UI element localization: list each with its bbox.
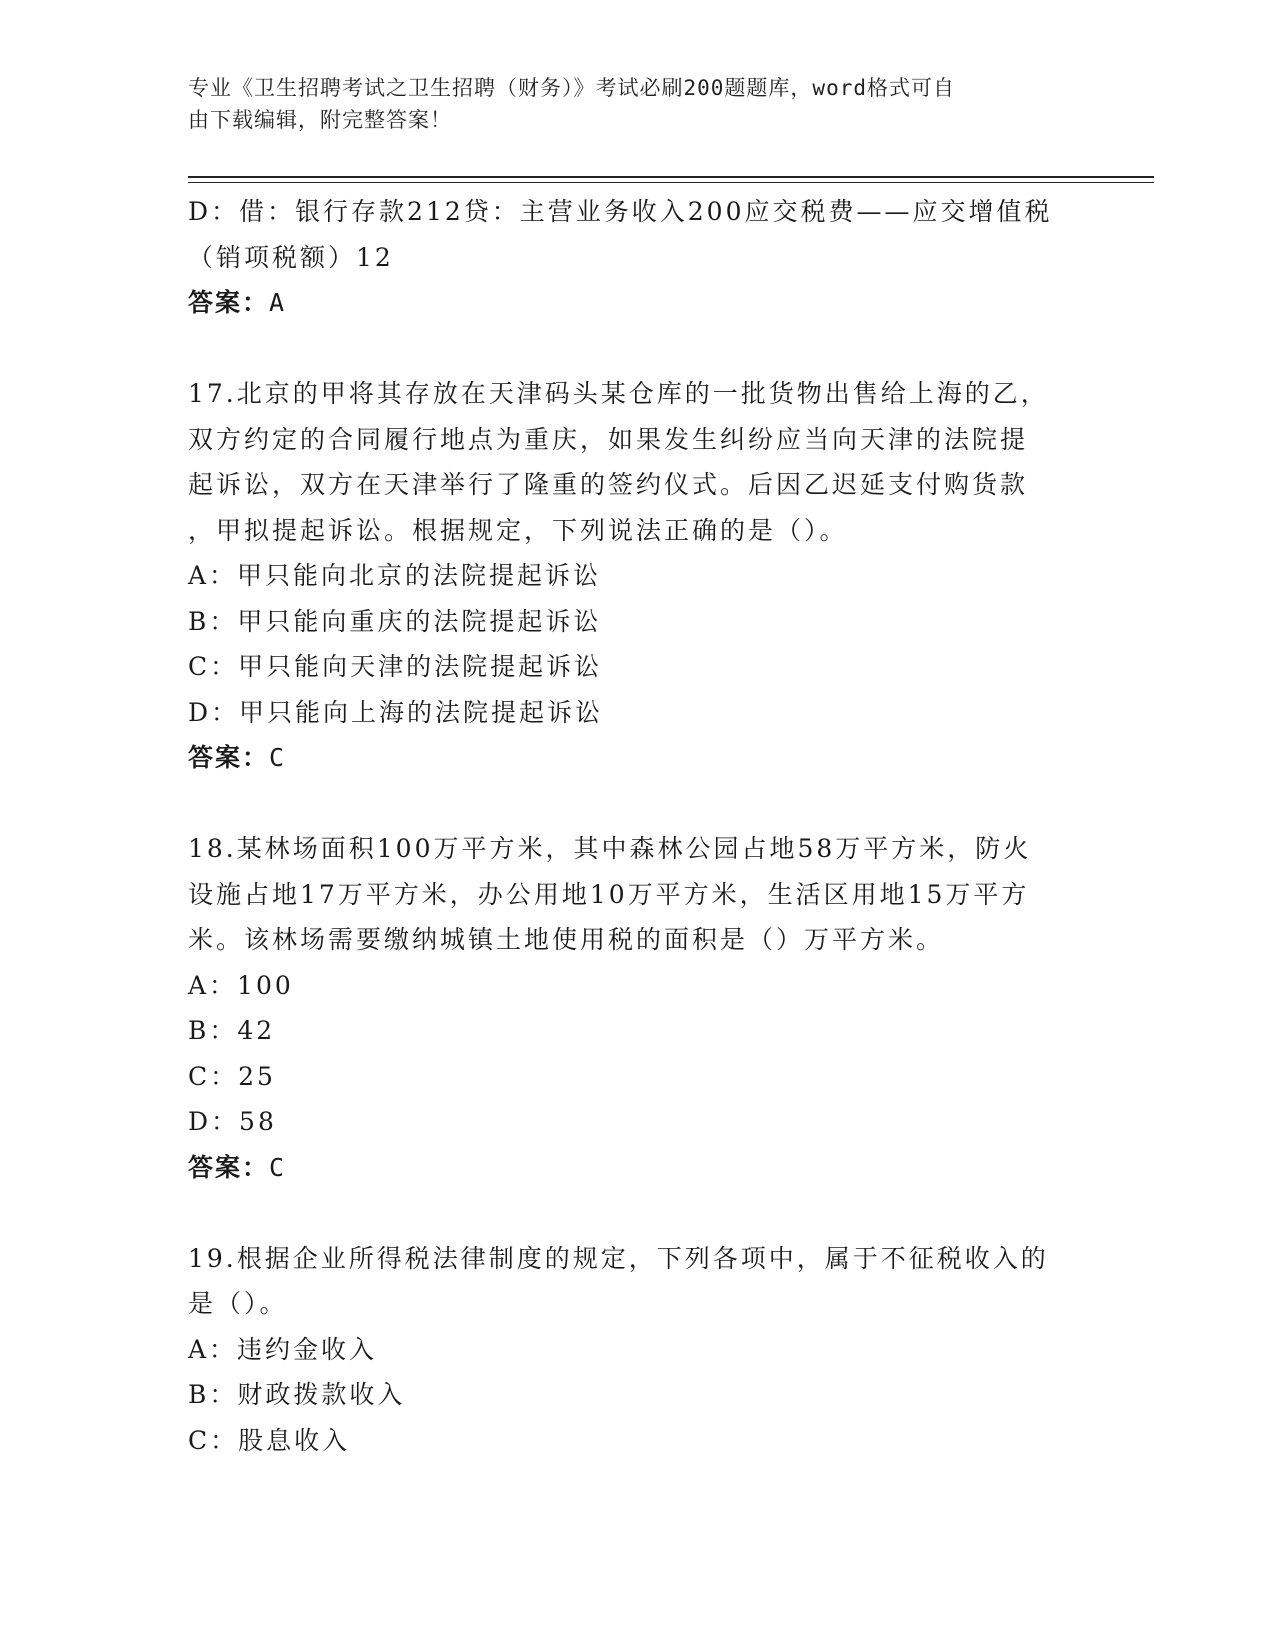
option-d: D：58 xyxy=(188,1107,277,1136)
question-17 xyxy=(188,371,1088,781)
option-d-line-1: D：借：银行存款212贷：主营业务收入200应交税费——应交增值税 xyxy=(188,197,1053,226)
question-stem-line: 17.北京的甲将其存放在天津码头某仓库的一批货物出售给上海的乙， xyxy=(188,379,1049,408)
spacer xyxy=(188,1190,1088,1236)
option-a: A：100 xyxy=(188,970,294,1000)
option-c: C：甲只能向天津的法院提起诉讼 xyxy=(188,652,603,681)
question-stem-line: 是（）。 xyxy=(188,1289,288,1318)
answer-label: 答案： xyxy=(188,288,270,317)
header-line-1: 专业《卫生招聘考试之卫生招聘（财务）》考试必刷200题题库，word格式可自 xyxy=(188,76,955,100)
answer-line xyxy=(188,280,1088,326)
question-19 xyxy=(188,1236,1088,1464)
question-stem-line: 18.某林场面积100万平方米，其中森林公园占地58万平方米，防火 xyxy=(188,834,1032,863)
header-line-2: 由下载编辑，附完整答案！ xyxy=(188,108,452,132)
document-header xyxy=(188,72,1068,136)
option-a: A：违约金收入 xyxy=(188,1334,378,1364)
option-a: A：甲只能向北京的法院提起诉讼 xyxy=(188,561,602,590)
option-d: D：甲只能向上海的法院提起诉讼 xyxy=(188,697,604,727)
question-stem-line: 设施占地17万平方米，办公用地10万平方米，生活区用地15万平方 xyxy=(188,879,1030,909)
answer-line xyxy=(188,1145,1088,1191)
question-stem-line: ，甲拟提起诉讼。根据规定，下列说法正确的是（）。 xyxy=(188,515,848,545)
question-stem-line: 19.根据企业所得税法律制度的规定，下列各项中，属于不征税收入的 xyxy=(188,1243,1049,1273)
header-divider-thin xyxy=(188,182,1154,183)
option-b: B：42 xyxy=(188,1016,276,1045)
question-stem-line: 起诉讼，双方在天津举行了隆重的签约仪式。后因乙迟延支付购货款 xyxy=(188,470,1029,499)
question-16-tail xyxy=(188,189,1088,326)
answer-value: C xyxy=(269,743,287,772)
spacer xyxy=(188,781,1088,827)
option-d-line-2: （销项税额）12 xyxy=(188,242,394,272)
answer-line xyxy=(188,735,1088,781)
answer-value: A xyxy=(269,288,287,317)
option-b: B：财政拨款收入 xyxy=(188,1380,406,1409)
spacer xyxy=(188,326,1088,372)
header-divider-thick xyxy=(188,176,1154,178)
question-list xyxy=(188,189,1088,1463)
option-c: C：25 xyxy=(188,1061,276,1091)
answer-label: 答案： xyxy=(188,1152,270,1182)
answer-value: C xyxy=(269,1152,287,1182)
option-c: C：股息收入 xyxy=(188,1425,351,1455)
option-b: B：甲只能向重庆的法院提起诉讼 xyxy=(188,606,602,636)
question-stem-line: 双方约定的合同履行地点为重庆，如果发生纠纷应当向天津的法院提 xyxy=(188,424,1029,454)
answer-label: 答案： xyxy=(188,743,270,772)
question-stem-line: 米。该林场需要缴纳城镇土地使用税的面积是（）万平方米。 xyxy=(188,925,945,954)
question-18 xyxy=(188,826,1088,1190)
